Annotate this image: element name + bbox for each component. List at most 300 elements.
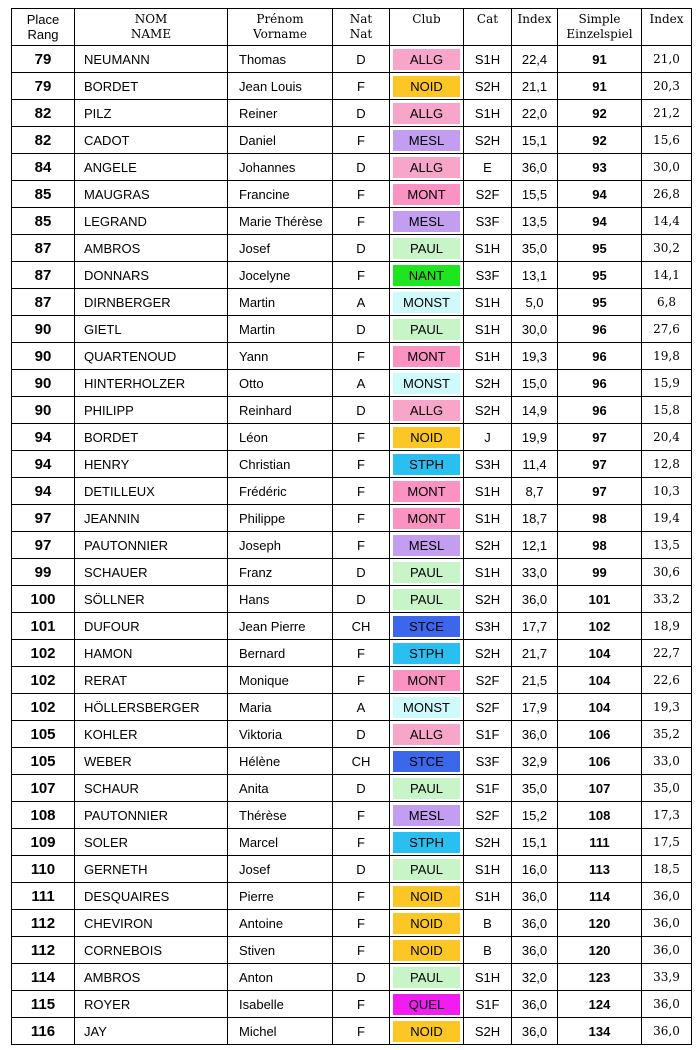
category-cell: J: [464, 424, 512, 451]
category-cell: S2H: [464, 1018, 512, 1045]
firstname-cell: Anton: [228, 964, 333, 991]
nationality-cell: F: [333, 1018, 390, 1045]
firstname-cell: Joseph: [228, 532, 333, 559]
simple-score-cell: 101: [558, 586, 642, 613]
club-badge: MESL: [393, 805, 460, 826]
table-row: [12, 289, 692, 316]
index-cell: 21,7: [512, 640, 558, 667]
category-cell: S1H: [464, 235, 512, 262]
name-cell: LEGRAND: [75, 208, 228, 235]
nationality-cell: F: [333, 73, 390, 100]
category-cell: S3F: [464, 208, 512, 235]
simple-score-cell: 94: [558, 208, 642, 235]
table-row: [12, 559, 692, 586]
simple-score-cell: 95: [558, 262, 642, 289]
rank-cell: 116: [12, 1018, 75, 1045]
results-sheet: [11, 8, 692, 1045]
firstname-cell: Franz: [228, 559, 333, 586]
name-cell: HENRY: [75, 451, 228, 478]
category-cell: S1H: [464, 559, 512, 586]
table-row: [12, 316, 692, 343]
new-index-cell: 22,6: [642, 667, 692, 694]
name-cell: CHEVIRON: [75, 910, 228, 937]
club-badge: NOID: [393, 940, 460, 961]
rank-cell: 82: [12, 100, 75, 127]
table-header: [12, 9, 692, 46]
club-badge: MESL: [393, 211, 460, 232]
rank-cell: 90: [12, 343, 75, 370]
simple-score-cell: 114: [558, 883, 642, 910]
new-index-cell: 14,1: [642, 262, 692, 289]
name-cell: SOLER: [75, 829, 228, 856]
club-cell: [390, 748, 464, 775]
club-badge: MONT: [393, 184, 460, 205]
simple-score-cell: 134: [558, 1018, 642, 1045]
name-cell: NEUMANN: [75, 46, 228, 73]
club-cell: [390, 478, 464, 505]
table-row: [12, 127, 692, 154]
new-index-cell: 33,0: [642, 748, 692, 775]
category-cell: S2H: [464, 127, 512, 154]
club-badge: PAUL: [393, 859, 460, 880]
index-cell: 36,0: [512, 1018, 558, 1045]
table-row: [12, 991, 692, 1018]
category-cell: S2H: [464, 370, 512, 397]
new-index-cell: 33,9: [642, 964, 692, 991]
rank-cell: 112: [12, 910, 75, 937]
club-badge: QUEL: [393, 994, 460, 1015]
simple-score-cell: 91: [558, 46, 642, 73]
rank-cell: 84: [12, 154, 75, 181]
firstname-cell: Martin: [228, 316, 333, 343]
name-cell: PAUTONNIER: [75, 532, 228, 559]
category-cell: S1H: [464, 316, 512, 343]
category-cell: B: [464, 937, 512, 964]
index-cell: 32,9: [512, 748, 558, 775]
nationality-cell: F: [333, 127, 390, 154]
table-row: [12, 478, 692, 505]
nationality-cell: A: [333, 370, 390, 397]
club-cell: [390, 586, 464, 613]
category-cell: S2F: [464, 802, 512, 829]
table-row: [12, 262, 692, 289]
rank-cell: 109: [12, 829, 75, 856]
index-cell: 16,0: [512, 856, 558, 883]
table-row: [12, 154, 692, 181]
index-cell: 15,1: [512, 829, 558, 856]
name-cell: GERNETH: [75, 856, 228, 883]
new-index-cell: 12,8: [642, 451, 692, 478]
new-index-cell: 30,0: [642, 154, 692, 181]
header-index: Index: [512, 9, 558, 46]
firstname-cell: Josef: [228, 856, 333, 883]
firstname-cell: Jean Pierre: [228, 613, 333, 640]
new-index-cell: 19,4: [642, 505, 692, 532]
firstname-cell: Reiner: [228, 100, 333, 127]
nationality-cell: F: [333, 262, 390, 289]
category-cell: S1F: [464, 991, 512, 1018]
rank-cell: 112: [12, 937, 75, 964]
index-cell: 22,4: [512, 46, 558, 73]
club-badge: PAUL: [393, 778, 460, 799]
club-cell: [390, 775, 464, 802]
firstname-cell: Martin: [228, 289, 333, 316]
category-cell: S1H: [464, 289, 512, 316]
nationality-cell: F: [333, 181, 390, 208]
nationality-cell: F: [333, 505, 390, 532]
firstname-cell: Jocelyne: [228, 262, 333, 289]
firstname-cell: Francine: [228, 181, 333, 208]
firstname-cell: Philippe: [228, 505, 333, 532]
name-cell: JAY: [75, 1018, 228, 1045]
nationality-cell: D: [333, 397, 390, 424]
nationality-cell: D: [333, 586, 390, 613]
nationality-cell: D: [333, 154, 390, 181]
category-cell: S2F: [464, 181, 512, 208]
name-cell: AMBROS: [75, 964, 228, 991]
firstname-cell: Johannes: [228, 154, 333, 181]
category-cell: S3H: [464, 451, 512, 478]
new-index-cell: 18,9: [642, 613, 692, 640]
new-index-cell: 18,5: [642, 856, 692, 883]
new-index-cell: 15,9: [642, 370, 692, 397]
nationality-cell: D: [333, 559, 390, 586]
club-cell: [390, 721, 464, 748]
rank-cell: 82: [12, 127, 75, 154]
club-badge: MONT: [393, 670, 460, 691]
category-cell: S1H: [464, 856, 512, 883]
club-badge: STPH: [393, 454, 460, 475]
name-cell: DUFOUR: [75, 613, 228, 640]
category-cell: S1H: [464, 46, 512, 73]
name-cell: WEBER: [75, 748, 228, 775]
table-row: [12, 964, 692, 991]
rank-cell: 101: [12, 613, 75, 640]
club-badge: MESL: [393, 535, 460, 556]
name-cell: JEANNIN: [75, 505, 228, 532]
rank-cell: 87: [12, 262, 75, 289]
table-row: [12, 640, 692, 667]
table-row: [12, 100, 692, 127]
category-cell: S1H: [464, 478, 512, 505]
simple-score-cell: 104: [558, 640, 642, 667]
table-row: [12, 532, 692, 559]
club-cell: [390, 613, 464, 640]
table-row: [12, 883, 692, 910]
index-cell: 14,9: [512, 397, 558, 424]
category-cell: S2H: [464, 640, 512, 667]
rank-cell: 102: [12, 694, 75, 721]
new-index-cell: 36,0: [642, 991, 692, 1018]
rank-cell: 102: [12, 640, 75, 667]
simple-score-cell: 96: [558, 397, 642, 424]
rank-cell: 94: [12, 478, 75, 505]
rank-cell: 87: [12, 235, 75, 262]
club-badge: NOID: [393, 427, 460, 448]
header-cat: Cat: [464, 9, 512, 46]
club-cell: [390, 505, 464, 532]
table-row: [12, 235, 692, 262]
club-badge: MONST: [393, 373, 460, 394]
rank-cell: 97: [12, 505, 75, 532]
table-row: [12, 208, 692, 235]
new-index-cell: 35,2: [642, 721, 692, 748]
simple-score-cell: 96: [558, 370, 642, 397]
nationality-cell: D: [333, 964, 390, 991]
name-cell: CADOT: [75, 127, 228, 154]
simple-score-cell: 104: [558, 667, 642, 694]
table-row: [12, 46, 692, 73]
category-cell: S1H: [464, 505, 512, 532]
new-index-cell: 20,4: [642, 424, 692, 451]
simple-score-cell: 120: [558, 910, 642, 937]
rank-cell: 105: [12, 748, 75, 775]
firstname-cell: Thomas: [228, 46, 333, 73]
table-row: [12, 505, 692, 532]
category-cell: S2H: [464, 532, 512, 559]
nationality-cell: F: [333, 829, 390, 856]
table-row: [12, 802, 692, 829]
table-row: [12, 181, 692, 208]
table-row: [12, 613, 692, 640]
club-cell: [390, 73, 464, 100]
firstname-cell: Hélène: [228, 748, 333, 775]
club-badge: NOID: [393, 1021, 460, 1042]
category-cell: S1H: [464, 343, 512, 370]
index-cell: 11,4: [512, 451, 558, 478]
new-index-cell: 27,6: [642, 316, 692, 343]
simple-score-cell: 120: [558, 937, 642, 964]
rank-cell: 105: [12, 721, 75, 748]
name-cell: SCHAUER: [75, 559, 228, 586]
name-cell: HAMON: [75, 640, 228, 667]
name-cell: MAUGRAS: [75, 181, 228, 208]
table-row: [12, 721, 692, 748]
club-badge: NANT: [393, 265, 460, 286]
club-cell: [390, 910, 464, 937]
table-row: [12, 343, 692, 370]
club-badge: ALLG: [393, 157, 460, 178]
new-index-cell: 21,2: [642, 100, 692, 127]
name-cell: SCHAUR: [75, 775, 228, 802]
simple-score-cell: 98: [558, 505, 642, 532]
index-cell: 36,0: [512, 883, 558, 910]
simple-score-cell: 97: [558, 478, 642, 505]
nationality-cell: F: [333, 478, 390, 505]
table-row: [12, 775, 692, 802]
index-cell: 36,0: [512, 991, 558, 1018]
rank-cell: 100: [12, 586, 75, 613]
club-cell: [390, 883, 464, 910]
nationality-cell: F: [333, 640, 390, 667]
club-cell: [390, 424, 464, 451]
name-cell: KOHLER: [75, 721, 228, 748]
club-cell: [390, 100, 464, 127]
table-row: [12, 667, 692, 694]
name-cell: BORDET: [75, 424, 228, 451]
index-cell: 5,0: [512, 289, 558, 316]
simple-score-cell: 99: [558, 559, 642, 586]
rank-cell: 94: [12, 451, 75, 478]
club-badge: ALLG: [393, 49, 460, 70]
name-cell: PHILIPP: [75, 397, 228, 424]
new-index-cell: 36,0: [642, 883, 692, 910]
club-cell: [390, 46, 464, 73]
firstname-cell: Christian: [228, 451, 333, 478]
name-cell: RERAT: [75, 667, 228, 694]
club-cell: [390, 694, 464, 721]
club-badge: MONT: [393, 481, 460, 502]
index-cell: 15,2: [512, 802, 558, 829]
name-cell: PILZ: [75, 100, 228, 127]
rank-cell: 79: [12, 73, 75, 100]
nationality-cell: D: [333, 316, 390, 343]
club-badge: STCE: [393, 751, 460, 772]
club-badge: NOID: [393, 76, 460, 97]
table-body: [12, 46, 692, 1045]
index-cell: 36,0: [512, 154, 558, 181]
new-index-cell: 36,0: [642, 937, 692, 964]
index-cell: 19,3: [512, 343, 558, 370]
name-cell: DONNARS: [75, 262, 228, 289]
table-row: [12, 586, 692, 613]
rank-cell: 108: [12, 802, 75, 829]
club-cell: [390, 289, 464, 316]
rank-cell: 79: [12, 46, 75, 73]
header-nat: Nat Nat: [333, 9, 390, 46]
simple-score-cell: 106: [558, 721, 642, 748]
category-cell: S2F: [464, 667, 512, 694]
index-cell: 15,5: [512, 181, 558, 208]
index-cell: 32,0: [512, 964, 558, 991]
name-cell: AMBROS: [75, 235, 228, 262]
category-cell: S1H: [464, 964, 512, 991]
club-cell: [390, 181, 464, 208]
firstname-cell: Maria: [228, 694, 333, 721]
club-badge: STCE: [393, 616, 460, 637]
new-index-cell: 30,6: [642, 559, 692, 586]
club-badge: NOID: [393, 886, 460, 907]
table-row: [12, 937, 692, 964]
table-row: [12, 451, 692, 478]
table-row: [12, 694, 692, 721]
category-cell: E: [464, 154, 512, 181]
club-cell: [390, 154, 464, 181]
name-cell: DIRNBERGER: [75, 289, 228, 316]
club-cell: [390, 532, 464, 559]
simple-score-cell: 92: [558, 100, 642, 127]
simple-score-cell: 107: [558, 775, 642, 802]
club-badge: PAUL: [393, 238, 460, 259]
category-cell: S3F: [464, 748, 512, 775]
index-cell: 13,5: [512, 208, 558, 235]
index-cell: 21,5: [512, 667, 558, 694]
simple-score-cell: 97: [558, 424, 642, 451]
club-badge: MONST: [393, 292, 460, 313]
table-row: [12, 73, 692, 100]
nationality-cell: F: [333, 667, 390, 694]
rank-cell: 97: [12, 532, 75, 559]
new-index-cell: 35,0: [642, 775, 692, 802]
simple-score-cell: 91: [558, 73, 642, 100]
rank-cell: 115: [12, 991, 75, 1018]
simple-score-cell: 96: [558, 316, 642, 343]
club-badge: PAUL: [393, 589, 460, 610]
new-index-cell: 21,0: [642, 46, 692, 73]
new-index-cell: 17,3: [642, 802, 692, 829]
table-row: [12, 424, 692, 451]
nationality-cell: CH: [333, 613, 390, 640]
category-cell: S2F: [464, 694, 512, 721]
index-cell: 36,0: [512, 586, 558, 613]
index-cell: 30,0: [512, 316, 558, 343]
nationality-cell: D: [333, 856, 390, 883]
index-cell: 35,0: [512, 235, 558, 262]
nationality-cell: F: [333, 208, 390, 235]
new-index-cell: 6,8: [642, 289, 692, 316]
rank-cell: 102: [12, 667, 75, 694]
name-cell: CORNEBOIS: [75, 937, 228, 964]
rank-cell: 90: [12, 316, 75, 343]
index-cell: 36,0: [512, 937, 558, 964]
rank-cell: 87: [12, 289, 75, 316]
new-index-cell: 20,3: [642, 73, 692, 100]
new-index-cell: 14,4: [642, 208, 692, 235]
rank-cell: 94: [12, 424, 75, 451]
club-cell: [390, 856, 464, 883]
name-cell: DESQUAIRES: [75, 883, 228, 910]
nationality-cell: A: [333, 694, 390, 721]
club-cell: [390, 208, 464, 235]
club-badge: NOID: [393, 913, 460, 934]
firstname-cell: Frédéric: [228, 478, 333, 505]
firstname-cell: Jean Louis: [228, 73, 333, 100]
firstname-cell: Isabelle: [228, 991, 333, 1018]
new-index-cell: 19,8: [642, 343, 692, 370]
nationality-cell: D: [333, 721, 390, 748]
table-row: [12, 829, 692, 856]
rank-cell: 99: [12, 559, 75, 586]
club-cell: [390, 235, 464, 262]
firstname-cell: Anita: [228, 775, 333, 802]
firstname-cell: Hans: [228, 586, 333, 613]
new-index-cell: 33,2: [642, 586, 692, 613]
simple-score-cell: 93: [558, 154, 642, 181]
club-badge: PAUL: [393, 562, 460, 583]
category-cell: B: [464, 910, 512, 937]
rank-cell: 85: [12, 208, 75, 235]
simple-score-cell: 102: [558, 613, 642, 640]
club-cell: [390, 1018, 464, 1045]
simple-score-cell: 92: [558, 127, 642, 154]
category-cell: S3F: [464, 262, 512, 289]
header-index-2: Index: [642, 9, 692, 46]
category-cell: S2H: [464, 73, 512, 100]
simple-score-cell: 106: [558, 748, 642, 775]
new-index-cell: 26,8: [642, 181, 692, 208]
category-cell: S1F: [464, 775, 512, 802]
table-row: [12, 1018, 692, 1045]
simple-score-cell: 95: [558, 289, 642, 316]
firstname-cell: Stiven: [228, 937, 333, 964]
new-index-cell: 30,2: [642, 235, 692, 262]
club-cell: [390, 964, 464, 991]
club-cell: [390, 937, 464, 964]
rank-cell: 85: [12, 181, 75, 208]
index-cell: 12,1: [512, 532, 558, 559]
table-row: [12, 748, 692, 775]
club-badge: MONT: [393, 508, 460, 529]
